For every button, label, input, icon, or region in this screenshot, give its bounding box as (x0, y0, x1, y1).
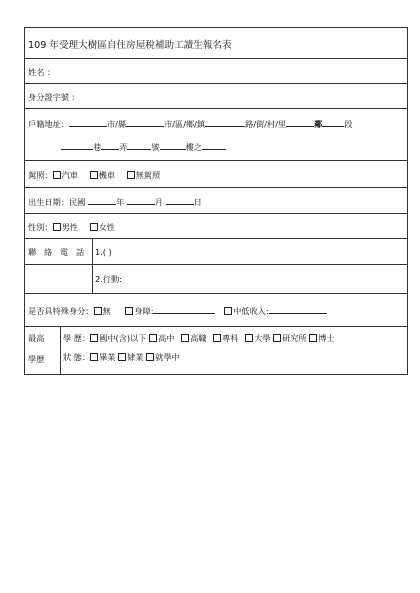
license-scooter-checkbox[interactable] (90, 171, 98, 179)
address-lane: 巷 (93, 142, 102, 152)
phone-mobile[interactable]: 2.行動: (95, 274, 122, 284)
birth-line (28, 196, 202, 208)
level-junior-label: 國中(含)以下 (99, 333, 147, 343)
special-lowincome-label: 中低收入: (233, 306, 269, 316)
status-graduated-label: 畢業 (99, 352, 116, 362)
birth-month-field[interactable] (127, 196, 155, 205)
license-car-label: 汽車 (61, 170, 78, 180)
phone-row-2 (25, 265, 407, 294)
status-incomplete-label: 肄業 (127, 352, 144, 362)
gender-female-checkbox[interactable] (90, 223, 98, 231)
special-disabled-checkbox[interactable] (125, 307, 133, 315)
address-number: 號 (151, 142, 160, 152)
gender-line (28, 222, 115, 233)
license-none-label: 無駕照 (135, 170, 161, 180)
education-label-bottom: 學歷 (28, 354, 45, 364)
license-car-checkbox[interactable] (53, 171, 61, 179)
lane-field[interactable] (61, 141, 93, 150)
address-city: 市/縣 (106, 119, 127, 129)
name-row (25, 59, 407, 84)
level-highschool-checkbox[interactable] (149, 334, 157, 342)
level-graduate-checkbox[interactable] (273, 334, 281, 342)
education-status-label: 狀 態： (63, 352, 91, 362)
birth-month-label: 月 (154, 197, 163, 207)
registration-form (24, 27, 408, 375)
phone-home[interactable]: 1.( ) (95, 247, 112, 257)
birth-row (25, 188, 407, 214)
education-row (25, 327, 407, 374)
level-college-checkbox[interactable] (213, 334, 221, 342)
address-village: 路/街/村/里 (245, 119, 287, 129)
status-graduated-checkbox[interactable] (90, 353, 98, 361)
license-line (28, 170, 160, 181)
status-incomplete-checkbox[interactable] (118, 353, 126, 361)
status-enrolled-checkbox[interactable] (146, 353, 154, 361)
city-field[interactable] (69, 118, 107, 127)
address-floor: 樓之 (185, 142, 202, 152)
address-line-2 (61, 141, 226, 153)
village-field[interactable] (205, 118, 245, 127)
birth-year-label: 年 (115, 197, 125, 207)
special-label: 是否具特殊身分： (28, 306, 94, 316)
birth-year-field[interactable] (88, 196, 116, 205)
address-row (25, 109, 407, 161)
education-level-line (63, 333, 335, 344)
address-label: 戶籍地址： (28, 119, 69, 129)
level-junior-checkbox[interactable] (90, 334, 98, 342)
level-college-label: 專科 (222, 333, 239, 343)
disabled-field[interactable] (153, 305, 215, 314)
address-district: 市/區/鄉/鎮 (164, 119, 206, 129)
floor-field[interactable] (160, 141, 186, 150)
lowincome-field[interactable] (269, 305, 327, 314)
level-highschool-label: 高中 (158, 333, 175, 343)
special-disabled-label: 身障: (134, 306, 154, 316)
birth-day-label: 日 (193, 197, 202, 207)
special-row (25, 294, 407, 327)
address-alley: 弄 (119, 142, 128, 152)
status-enrolled-label: 就學中 (155, 352, 180, 362)
section-field[interactable] (322, 118, 344, 127)
level-graduate-label: 研究所 (282, 333, 307, 343)
special-none-checkbox[interactable] (94, 307, 102, 315)
alley-field[interactable] (101, 141, 119, 150)
education-divider (60, 327, 61, 374)
level-vocational-label: 高職 (190, 333, 207, 343)
license-none-checkbox[interactable] (127, 171, 135, 179)
id-row (25, 84, 407, 109)
address-neighborhood: 鄰 (314, 119, 323, 129)
id-label: 身分證字號 ： (28, 92, 80, 102)
education-level-label: 學 歷： (63, 333, 91, 343)
form-title: 109 年受理大樹區自住房屋稅補助工讀生報名表 (28, 40, 232, 51)
gender-male-checkbox[interactable] (53, 223, 61, 231)
level-university-label: 大學 (254, 333, 271, 343)
license-label: 駕照： (28, 170, 53, 180)
address-section: 段 (344, 119, 353, 129)
phone-label: 聯 絡 電 話 (28, 247, 87, 257)
special-none-label: 無 (102, 306, 111, 316)
gender-female-label: 女性 (98, 222, 115, 232)
district-field[interactable] (126, 118, 164, 127)
phone-divider (92, 239, 93, 264)
gender-label: 性別： (28, 222, 53, 232)
education-label-top: 最高 (28, 333, 45, 343)
special-lowincome-checkbox[interactable] (224, 307, 232, 315)
license-row (25, 161, 407, 188)
number-field[interactable] (127, 141, 151, 150)
gender-male-label: 男性 (61, 222, 78, 232)
name-label: 姓名 ： (28, 67, 56, 77)
special-line (28, 305, 327, 317)
birth-label: 出生日期：民國 (28, 197, 86, 207)
gender-row (25, 214, 407, 239)
level-doctorate-label: 博士 (318, 333, 335, 343)
phone-divider-2 (92, 265, 93, 293)
form-title-row (25, 28, 407, 59)
level-doctorate-checkbox[interactable] (309, 334, 317, 342)
floor-sub-field[interactable] (202, 141, 226, 150)
level-vocational-checkbox[interactable] (181, 334, 189, 342)
license-scooter-label: 機車 (98, 170, 115, 180)
address-line-1 (28, 118, 353, 130)
neighborhood-field[interactable] (286, 118, 314, 127)
birth-day-field[interactable] (166, 196, 194, 205)
education-status-line (63, 352, 180, 363)
phone-row-1 (25, 239, 407, 265)
level-university-checkbox[interactable] (245, 334, 253, 342)
